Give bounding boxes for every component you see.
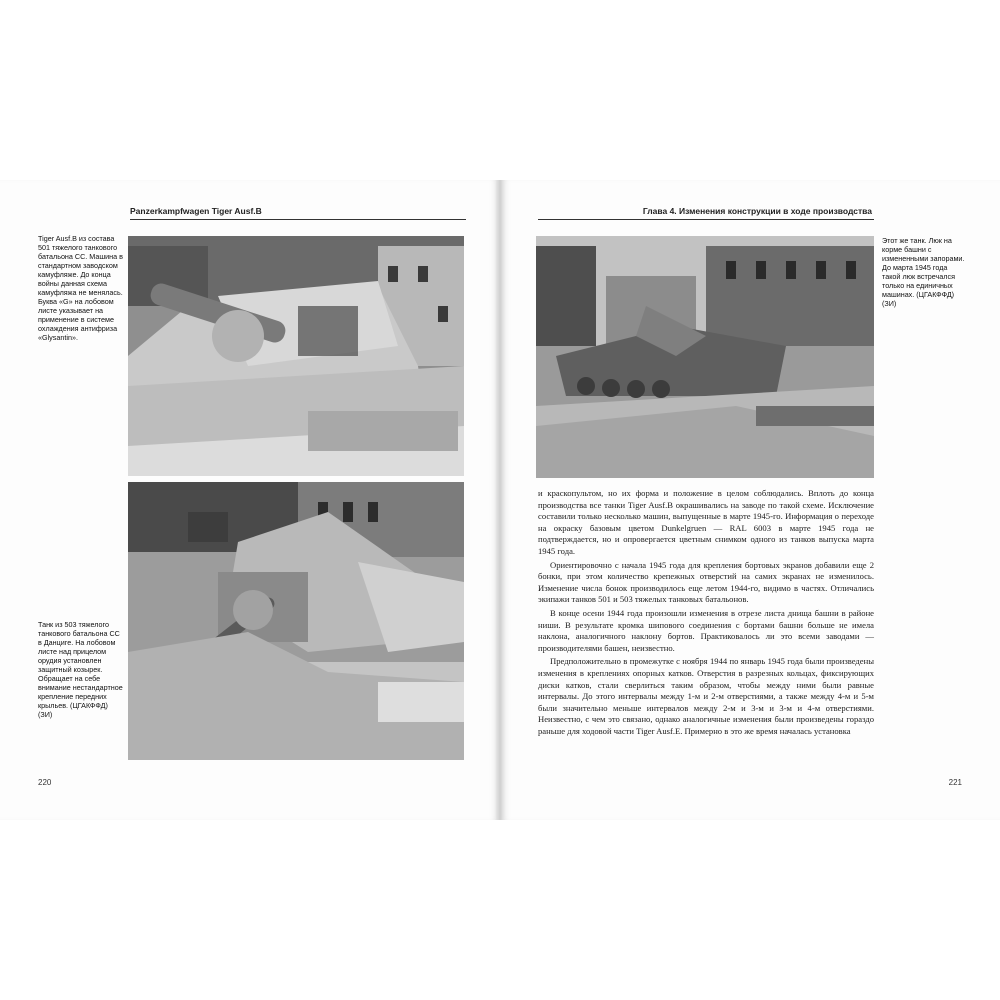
book-spread: [0, 180, 1000, 820]
photo-tiger-front: [128, 236, 464, 476]
right-running-head: Глава 4. Изменения конструкции в ходе производства: [642, 206, 872, 216]
body-paragraph: и краскопультом, но их форма и положение в целом соблюдались. Вплоть до конца производства все танки Tiger Ausf.B окрашивались на заводе по такой схеме. Исключение составили только несколько машин, выпущенные в марте 1945-го. Информация о переходе на окраску базовым цветом Dunkelgruen — RAL 6003 в марте 1945 года не подтверждается, но и опровергается цветным снимком одного из танков выпуска марта 1945 года.: [538, 488, 874, 556]
right-page-number: 221: [948, 778, 962, 787]
photo-tiger-overturned: [128, 482, 464, 760]
left-header-rule: [130, 219, 466, 220]
left-running-head: Panzerkampfwagen Tiger Ausf.B: [130, 206, 262, 216]
right-top-caption: Этот же танк. Люк на корме башни с измененными запорами. До марта 1945 года такой люк встречался только на единичных машинах. (ЦГАКФФД) (ЗИ): [882, 236, 965, 308]
right-page: [502, 180, 1000, 820]
left-page-number: 220: [38, 778, 52, 787]
body-paragraph: Ориентировочно с начала 1945 года для крепления бортовых экранов добавили еще 2 бонки, при этом количество крепежных отверстий на самих экранах не изменилось. Изменение числа бонок производилось еще летом 1944-го, видимо в частях. Отличались экипажи танков 501 и 503 тяжелых танковых батальонов.: [538, 559, 874, 605]
right-body-text: [538, 488, 874, 739]
left-bottom-caption: Танк из 503 тяжелого танкового батальона СС в Данциге. На лобовом листе над прицелом орудия установлен защитный козырек. Обращает на себе внимание нестандартное крепление передних крыльев. (ЦГАКФФД) (ЗИ): [38, 620, 123, 719]
photo-tiger-overturned-image: [128, 482, 464, 760]
photo-tiger-ruined-street: [536, 236, 874, 478]
photo-tiger-ruined-street-image: [536, 236, 874, 478]
photo-tiger-front-image: [128, 236, 464, 476]
left-page: [0, 180, 498, 820]
body-paragraph: В конце осени 1944 года произошли изменения в отрезе листа днища башни в районе ниши. В результате кромка шипового соединения с бортами башни больше не имела наклона, аналогичного наклону бортов. Практиковалось ли это всеми заводами — производителями башен, неизвестно.: [538, 607, 874, 653]
left-top-caption: Tiger Ausf.B из состава 501 тяжелого танкового батальона СС. Машина в стандартном заводском камуфляже. До конца войны данная схема камуфляжа не менялась. Буква «G» на лобовом листе указывает на применение в системе охлаждения антифриза «Glysantin».: [38, 234, 123, 342]
body-paragraph: Предположительно в промежутке с ноября 1944 по январь 1945 года были произведены изменения в креплениях опорных катков. Отверстия в разрезных кольцах, фиксирующих диски катков, стали сверлиться таким образом, чтобы между ними были равные интервалы. До этого интервалы между 1-м и 2-м отверстиями, а также между 4-м и 5-м были значительно меньше интервалов между 2-м и 3-м и 3-м и 4-м отверстиями. Неизвестно, с чем это связано, однако аналогичные изменения были произведены гораздо раньше для ходовой части Tiger Ausf.E. Примерно в это же время началась установка: [538, 656, 874, 736]
right-header-rule: [538, 219, 874, 220]
